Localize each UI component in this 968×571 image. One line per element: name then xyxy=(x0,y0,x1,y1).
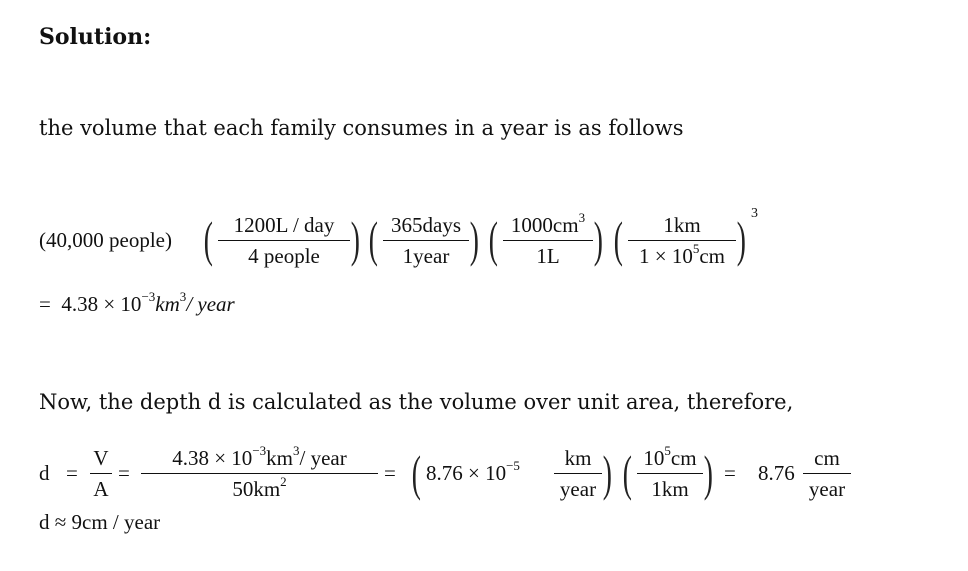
eq2-equals: = xyxy=(66,461,78,485)
paren-close: ) xyxy=(469,211,479,267)
eq2-d: d xyxy=(39,461,50,485)
eq2-equals: = xyxy=(118,461,130,485)
eq1-lead: (40,000 people) xyxy=(39,228,172,252)
paren-open: ( xyxy=(613,211,623,267)
final-answer: d ≈ 9cm / year xyxy=(39,510,161,534)
paren-open: ( xyxy=(368,211,378,267)
fraction-rate: 1200L / day 4 people xyxy=(218,211,350,270)
solution-heading: Solution: xyxy=(39,24,152,50)
depth-text: Now, the depth d is calculated as the volume over unit area, therefore, xyxy=(39,390,794,414)
eq2-mantissa: $8.76 \times 10^{-5}$ xyxy=(426,458,520,485)
paren-close: ) xyxy=(602,445,612,501)
eq2-equals: = xyxy=(724,461,736,485)
eq2-result-value: 8.76 xyxy=(758,461,795,485)
fraction-liters: $1000cm^3$ 1L xyxy=(503,211,593,270)
fraction-v-over-a: V A xyxy=(90,444,112,503)
paren-open: ( xyxy=(622,445,632,501)
paren-open: ( xyxy=(203,211,213,267)
paren-close: ) xyxy=(350,211,360,267)
paren-close: ) xyxy=(736,211,746,267)
fraction-cm-per-year: cm year xyxy=(803,444,851,503)
equation-volume-result: = $4.38 \times 10^{-3}km^3/$ year xyxy=(39,289,235,316)
eq2-equals: = xyxy=(384,461,396,485)
outer-exponent: 3 xyxy=(751,206,758,221)
fraction-km-per-year: km year xyxy=(554,444,602,503)
intro-text: the volume that each family consumes in a year is as follows xyxy=(39,116,684,140)
paren-close: ) xyxy=(593,211,603,267)
paren-open: ( xyxy=(411,445,421,501)
fraction-days: 365days 1year xyxy=(383,211,469,270)
fraction-km: 1km $1 \times 10^5cm$ xyxy=(628,211,736,270)
paren-close: ) xyxy=(703,445,713,501)
fraction-volume-area: $4.38 \times 10^{-3}km^3/$ year $50km^2$ xyxy=(141,444,378,503)
paren-open: ( xyxy=(488,211,498,267)
fraction-cm-per-km: $10^5cm$ 1km xyxy=(637,444,703,503)
